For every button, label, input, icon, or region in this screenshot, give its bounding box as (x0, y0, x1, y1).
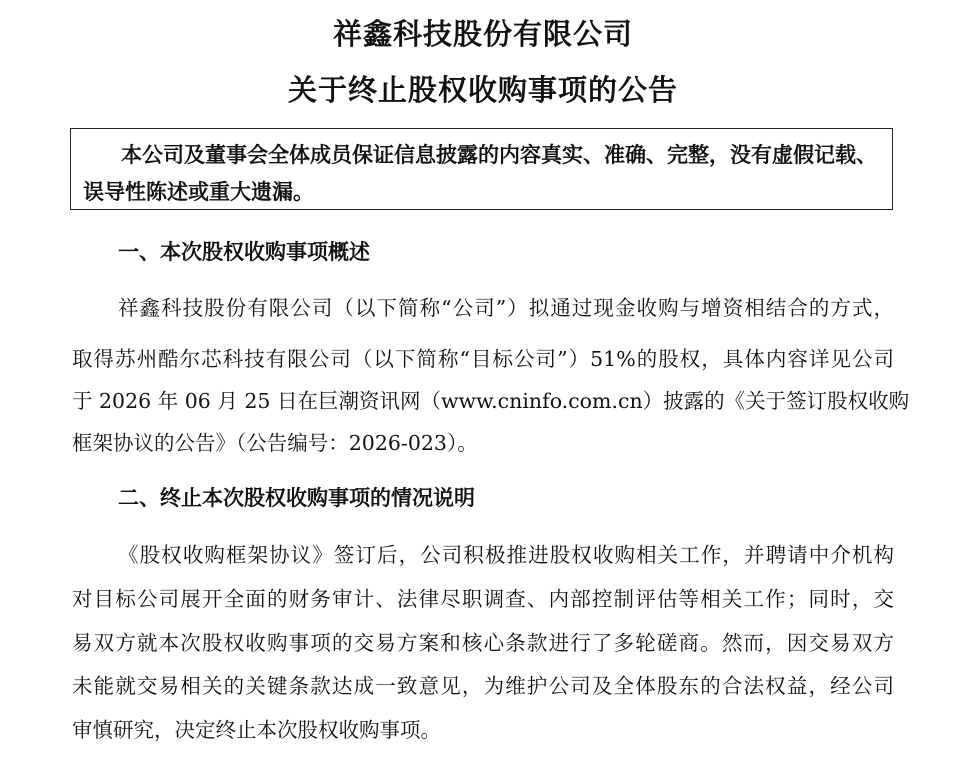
section-2-heading: 二、终止本次股权收购事项的情况说明 (118, 486, 475, 510)
announcement-title: 关于终止股权收购事项的公告 (287, 73, 678, 107)
section-1-line-1: 祥鑫科技股份有限公司（以下简称“公司”）拟通过现金收购与增资相结合的方式， (118, 296, 894, 320)
section-2-line-4: 未能就交易相关的关键条款达成一致意见，为维护公司及全体股东的合法权益，经公司 (72, 674, 894, 698)
notice-line-2: 误导性陈述或重大遗漏。 (83, 180, 314, 204)
section-2-line-3: 易双方就本次股权收购事项的交易方案和核心条款进行了多轮磋商。然而，因交易双方 (72, 631, 894, 655)
company-name: 祥鑫科技股份有限公司 (332, 17, 633, 51)
section-1-line-4: 框架协议的公告》（公告编号：2026-023）。 (72, 431, 478, 455)
disclosure-notice-box (70, 128, 893, 210)
notice-line-1: 本公司及董事会全体成员保证信息披露的内容真实、准确、完整，没有虚假记载、 (121, 143, 877, 167)
section-2-line-1: 《股权收购框架协议》签订后，公司积极推进股权收购相关工作，并聘请中介机构 (118, 543, 894, 567)
section-2-line-5: 审慎研究，决定终止本次股权收购事项。 (72, 718, 441, 742)
section-1-heading: 一、本次股权收购事项概述 (118, 240, 370, 264)
section-1-line-3: 于 2026 年 06 月 25 日在巨潮资讯网（www.cninfo.com.cn）披露的《关于签订股权收购 (72, 389, 910, 413)
section-1-line-2: 取得苏州酷尔芯科技有限公司（以下简称“目标公司”）51%的股权，具体内容详见公司 (72, 347, 894, 371)
section-2-line-2: 对目标公司展开全面的财务审计、法律尽职调查、内部控制评估等相关工作；同时，交 (72, 587, 894, 611)
